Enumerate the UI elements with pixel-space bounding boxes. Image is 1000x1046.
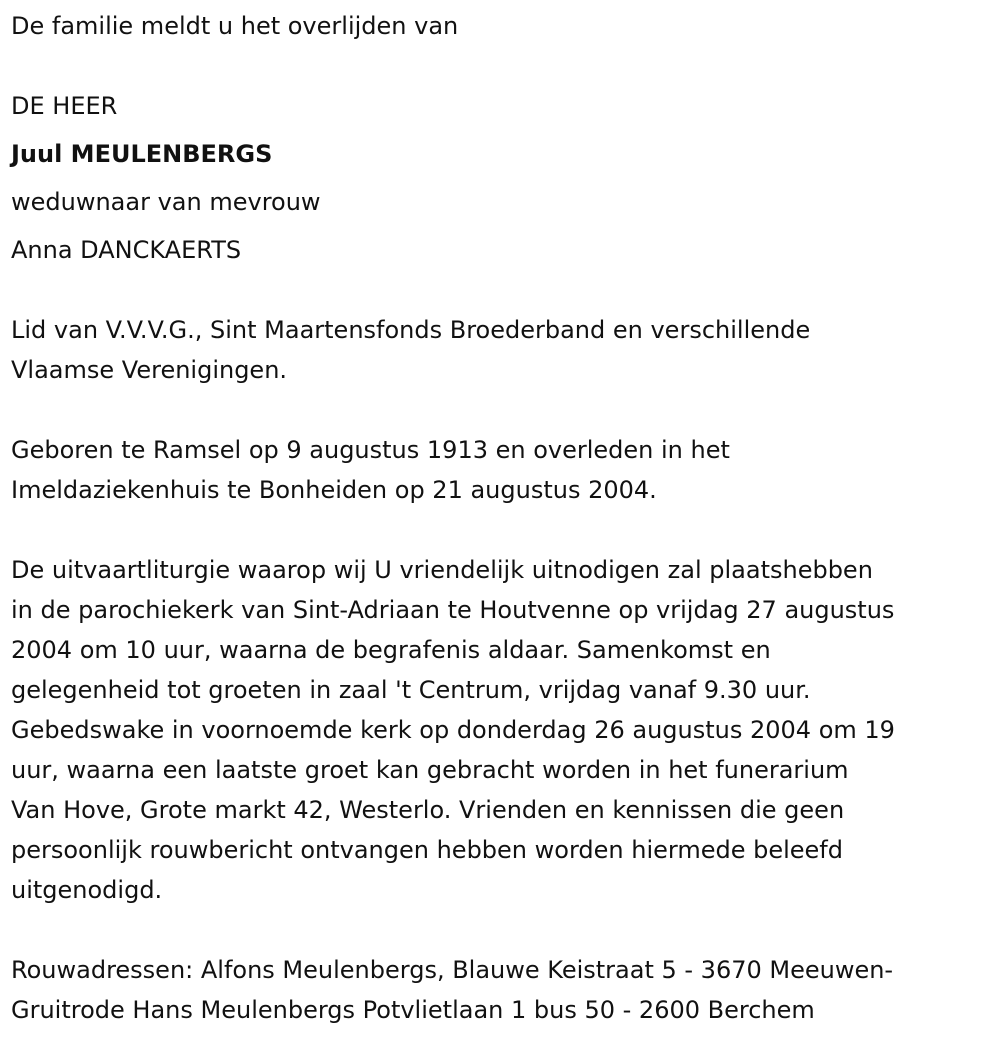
funeral-line: Gebedswake in voornoemde kerk op donderdag 26 augustus 2004 om 19: [11, 716, 895, 744]
address-line: Gruitrode Hans Meulenbergs Potvlietlaan 1 bus 50 - 2600 Berchem: [11, 996, 815, 1024]
funeral-line: uitgenodigd.: [11, 876, 163, 904]
address-line: Rouwadressen: Alfons Meulenbergs, Blauwe Keistraat 5 - 3670 Meeuwen-: [11, 956, 894, 984]
spouse-name: Anna DANCKAERTS: [11, 236, 242, 264]
funeral-line: in de parochiekerk van Sint-Adriaan te Houtvenne op vrijdag 27 augustus: [11, 596, 895, 624]
membership-line: Vlaamse Verenigingen.: [11, 356, 288, 384]
title-text: DE HEER: [11, 92, 118, 120]
funeral-line: gelegenheid tot groeten in zaal 't Centrum, vrijdag vanaf 9.30 uur.: [11, 676, 811, 704]
birth-death-line: Geboren te Ramsel op 9 augustus 1913 en overleden in het: [11, 436, 730, 464]
intro-text: De familie meldt u het overlijden van: [11, 12, 459, 40]
funeral-line: 2004 om 10 uur, waarna de begrafenis aldaar. Samenkomst en: [11, 636, 771, 664]
widow-line: weduwnaar van mevrouw: [11, 188, 321, 216]
birth-death-line: Imeldaziekenhuis te Bonheiden op 21 augustus 2004.: [11, 476, 657, 504]
membership-line: Lid van V.V.V.G., Sint Maartensfonds Broederband en verschillende: [11, 316, 811, 344]
funeral-line: persoonlijk rouwbericht ontvangen hebben worden hiermede beleefd: [11, 836, 843, 864]
funeral-line: uur, waarna een laatste groet kan gebracht worden in het funerarium: [11, 756, 849, 784]
funeral-line: Van Hove, Grote markt 42, Westerlo. Vrienden en kennissen die geen: [11, 796, 845, 824]
funeral-line: De uitvaartliturgie waarop wij U vriendelijk uitnodigen zal plaatshebben: [11, 556, 873, 584]
deceased-name: Juul MEULENBERGS: [11, 140, 273, 168]
